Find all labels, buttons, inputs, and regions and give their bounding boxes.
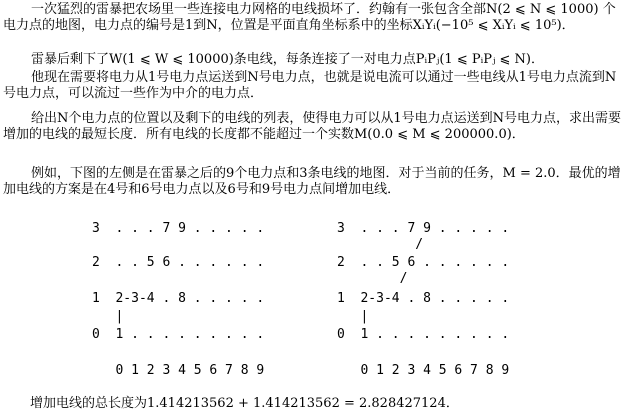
right-grid-row: 0 1 2 3 4 5 6 7 8 9	[337, 363, 510, 378]
left-map-grid	[92, 221, 265, 381]
paragraph-5: 例如，下图的左侧是在雷暴之后的9个电力点和3条电线的地图．对于当前的任务，M = 2.0．最优的增加电线的方案是在4号和6号电力点以及6号和9号电力点间增加电线．	[3, 166, 621, 197]
right-grid-row: /	[337, 271, 408, 286]
left-grid-row: 3 . . . 7 9 . . . . .	[92, 221, 265, 236]
right-grid-row: 2 . . 5 6 . . . . . .	[337, 255, 510, 270]
right-map-grid	[337, 221, 510, 381]
total-length-text: 增加电线的总长度为1.414213562 + 1.414213562 = 2.828427124．	[30, 396, 459, 411]
paragraph-1: 一次猛烈的雷暴把农场里一些连接电力网格的电线损坏了．约翰有一张包含全部N(2 ⩽ N ⩽ 1000) 个电力点的地图，电力点的编号是1到N，位置是平面直角坐标系中的坐标XᵢYᵢ(−10⁵ ⩽ XᵢYᵢ ⩽ 10⁵)．	[3, 2, 616, 33]
left-grid-row: 2 . . 5 6 . . . . . .	[92, 255, 265, 270]
left-grid-row: 0 1 2 3 4 5 6 7 8 9	[92, 363, 265, 378]
right-grid-row: 1 2-3-4 . 8 . . . . .	[337, 291, 510, 306]
right-grid-row: 3 . . . 7 9 . . . . .	[337, 221, 510, 236]
right-grid-row: /	[337, 237, 424, 252]
paragraph-4: 给出N个电力点的位置以及剩下的电线的列表，使得电力可以从1号电力点运送到N号电力点，求出需要增加的电线的最短长度．所有电线的长度都不能超过一个实数M(0.0 ⩽ M ⩽ 200000.0)．	[3, 111, 622, 142]
left-grid-row: 1 2-3-4 . 8 . . . . .	[92, 291, 265, 306]
left-grid-row: 0 1 . . . . . . . . .	[92, 327, 265, 342]
paragraph-3: 他现在需要将电力从1号电力点运送到N号电力点，也就是说电流可以通过一些电线从1号电力点流到N号电力点，可以流过一些作为中介的电力点．	[3, 70, 617, 101]
right-grid-row: |	[337, 309, 369, 324]
paragraph-2: 雷暴后剩下了W(1 ⩽ W ⩽ 10000)条电线，每条连接了一对电力点PᵢPⱼ(1 ⩽ PᵢPⱼ ⩽ N)．	[31, 52, 544, 67]
left-grid-row: |	[92, 309, 124, 324]
right-grid-row: 0 1 . . . . . . . . .	[337, 327, 510, 342]
